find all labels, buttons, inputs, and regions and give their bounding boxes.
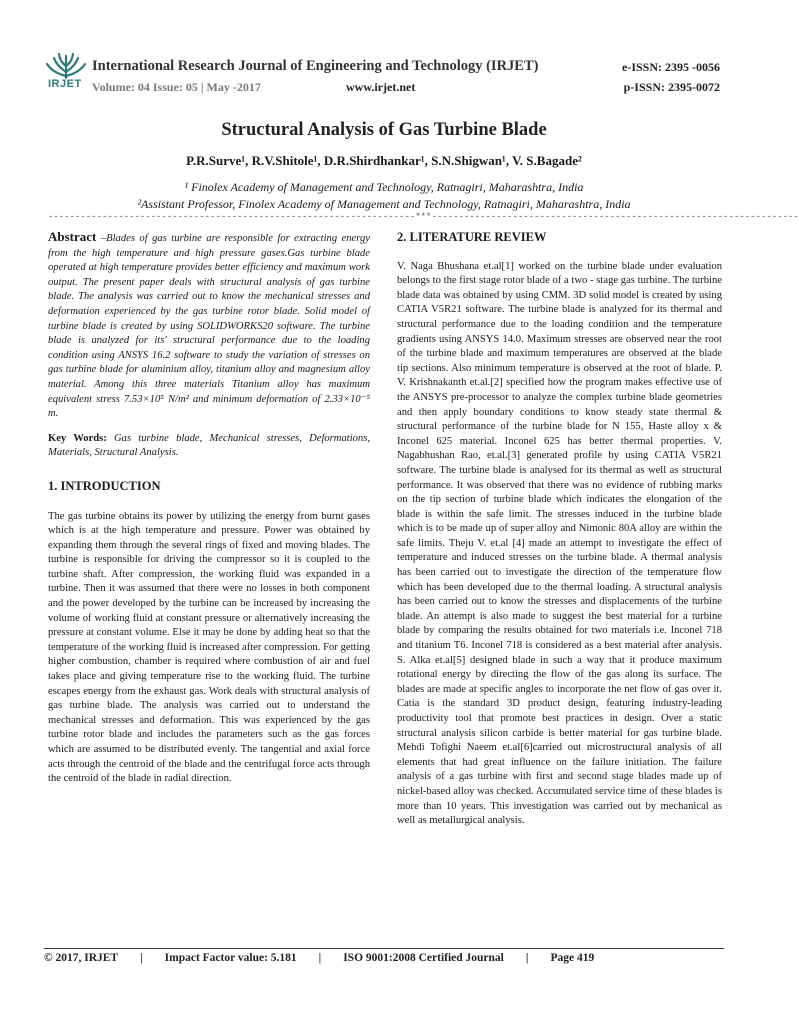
page-footer	[44, 952, 724, 964]
keywords	[48, 432, 370, 461]
logo-text: IRJET	[48, 78, 82, 90]
keywords-text: Gas turbine blade, Mechanical stresses, Deformations, Materials, Structural Analysis.	[48, 432, 371, 459]
journal-name: International Research Journal of Engineering and Technology (IRJET)	[92, 58, 539, 74]
footer-iso: ISO 9001:2008 Certified Journal	[343, 952, 504, 964]
journal-header	[44, 50, 724, 100]
footer-divider: |	[140, 952, 143, 964]
footer-rule	[44, 948, 724, 949]
abstract-label: Abstract	[48, 229, 97, 244]
p-issn: p-ISSN: 2395-0072	[623, 80, 720, 94]
footer-copyright: © 2017, IRJET	[44, 952, 119, 964]
introduction-text: The gas turbine obtains its power by utilizing the energy from burnt gases which is at the high temperature and pressure. Power was obtained by expanding them through the several rings of fixed and moving blades. The turbine is responsible for driving the compressor so it is coupled to the turbine shaft. After compression, the working fluid was expanded in a turbine. Then it was assumed that there were no losses in both component and the power developed by the turbine can be increased by increasing the volume of working fluid at constant pressure or alternatively increasing the pressure at constant volume. Else it may be done by adding heat so that the temperature of the working fluid is increased after compression. For getting higher combustion, chamber is required where combustion of air and fuel takes place and giving temperature rise to the working fluid. The turbine escapes energy from the exhaust gas. Work deals with structural analysis of gas turbine blade. The analysis was carried out to understand the mechanical stresses and deformation. This was experienced by the gas turbine rotor blade and includes the parameters such as the gas forces which are assumed to be distributed evenly. The tangential and axial force acts through the centroid of the blade and the centrifugal force acts through the centroid of the blade in radial direction.	[48, 510, 370, 785]
journal-logo	[44, 50, 88, 96]
volume-issue: Volume: 04 Issue: 05 | May -2017	[92, 80, 261, 94]
footer-page-number: Page 419	[550, 952, 595, 964]
abstract-text: –Blades of gas turbine are responsible for extracting energy from the high temperature and high pressure gases.Gas turbine blade operated at high temperature provides better efficiency and maximum work output. The present paper deals with structural analysis of gas turbine blade. The analysis was carried out to know the mechanical stresses and deformation experienced by the gas turbine rotor blade. Solid model of turbine blade is created by using SOLIDWORKS20 software. The turbine blade is analyzed for its' structural performance due to the loading condition using ANSYS 16.2 software to study the variation of stresses on gas turbine blade for aluminium alloy, titanium alloy and magnesium alloy material. Among this three materials Titanium alloy has maximum equivalent stress 7.53×10⁵ N/m² and minimum deformation of 2.33×10⁻⁵ m.	[48, 233, 370, 420]
right-column	[397, 230, 722, 829]
separator-line: --------------------------------------------------------------------***--------------------------------------------------------------------	[48, 212, 799, 222]
left-column	[48, 230, 370, 787]
e-issn: e-ISSN: 2395 -0056	[622, 60, 720, 74]
footer-divider: |	[318, 952, 322, 964]
affiliation-2: ²Assistant Professor, Finolex Academy of Management and Technology, Ratnagiri, Maharashtra, India	[137, 197, 631, 211]
literature-review-text: V. Naga Bhushana et.al[1] worked on the turbine blade under evaluation belongs to the first stage rotor blade of a two - stage gas turbine. The turbine blade data was obtained by using CMM. 3D solid model is created by using CATIA V5R21 software. The turbine blade is analyzed for its thermal and structural performance due to the loading condition and the temperature gradients using ANSYS 14.0. Maximum stresses are observed near the root of the turbine blade and maximum temperatures are observed at the blade tip sections. Also minimum temperature is observed at the root of blade. P. V. Krishnakanth et.al.[2] specified how the program makes effective use of the ANSYS pre-processor to analyze the complex turbine blade geometries and then apply boundary conditions to know steady state thermal & structural performance of the turbine blade for N 155, Haste alloy x & Inconel 625 material. Inconel 625 has better thermal properties. V. Nagabhushan Rao, et.al.[3] generated profile by using CATIA V5R21 software. The turbine blade is analysed for its thermal as well as structural performance. It was observed that there was no evidence of rubbing marks on the tip section of turbine blade which indicates the elongation of the blade is within the safe limit. The stresses induced in the turbine blade which is to be made up of super alloy and Nimonic 80A alloy are within the safe limits. Theju V. et.al [4] made an attempt to investigate the effect of temperature and induced stresses on the turbine blade. A thermal analysis has been carried out to investigate the direction of the temperature flow which has been developed due to the thermal loading. A structural analysis has been carried out to know the stresses and displacements of the turbine blade. An attempt is also made to suggest the best material for a turbine blade by comparing the results obtained for two materials i.e. Inconel 718 and titanium T6. Inconel 718 is considered as a best material after analysis. S. Alka et.al[5] designed blade in such a way that it produce maximum rotational energy by directing the flow of the gas along its surface. The blades are made at specific angles to incorporate the net flow of gas over it. Catia is the standard 3D product design, featuring industry-leading productivity tool that promote best practices in design. Over a static structural analysis silicon carbide is better material for gas turbine blade. Mehdi Tofighi Naeem et.al[6]carried out microstructural analysis of all elements that had great influence on the failure initiation. The failure analysis of a gas turbine with first and second stage blades made up of nickel-based alloy was checked. Accumulated service time of these blades is more than 10 years. This investigation was carried out by mechanical as well as metallurgical analysis.	[397, 260, 722, 827]
abstract	[48, 230, 370, 422]
author-list: P.R.Surve¹, R.V.Shitole¹, D.R.Shirdhankar¹, S.N.Shigwan¹, V. S.Bagade²	[186, 153, 582, 168]
paper-title: Structural Analysis of Gas Turbine Blade	[221, 120, 547, 140]
irjet-logo-icon	[44, 50, 88, 80]
journal-website: www.irjet.net	[346, 80, 416, 94]
footer-impact-factor: Impact Factor value: 5.181	[164, 952, 297, 964]
section-heading-literature-review: 2. LITERATURE REVIEW	[397, 230, 547, 244]
section-heading-introduction: 1. INTRODUCTION	[48, 478, 161, 493]
affiliation-1: ¹ Finolex Academy of Management and Technology, Ratnagiri, Maharashtra, India	[184, 180, 584, 194]
footer-divider: |	[525, 952, 529, 964]
keywords-label: Key Words:	[48, 432, 107, 444]
